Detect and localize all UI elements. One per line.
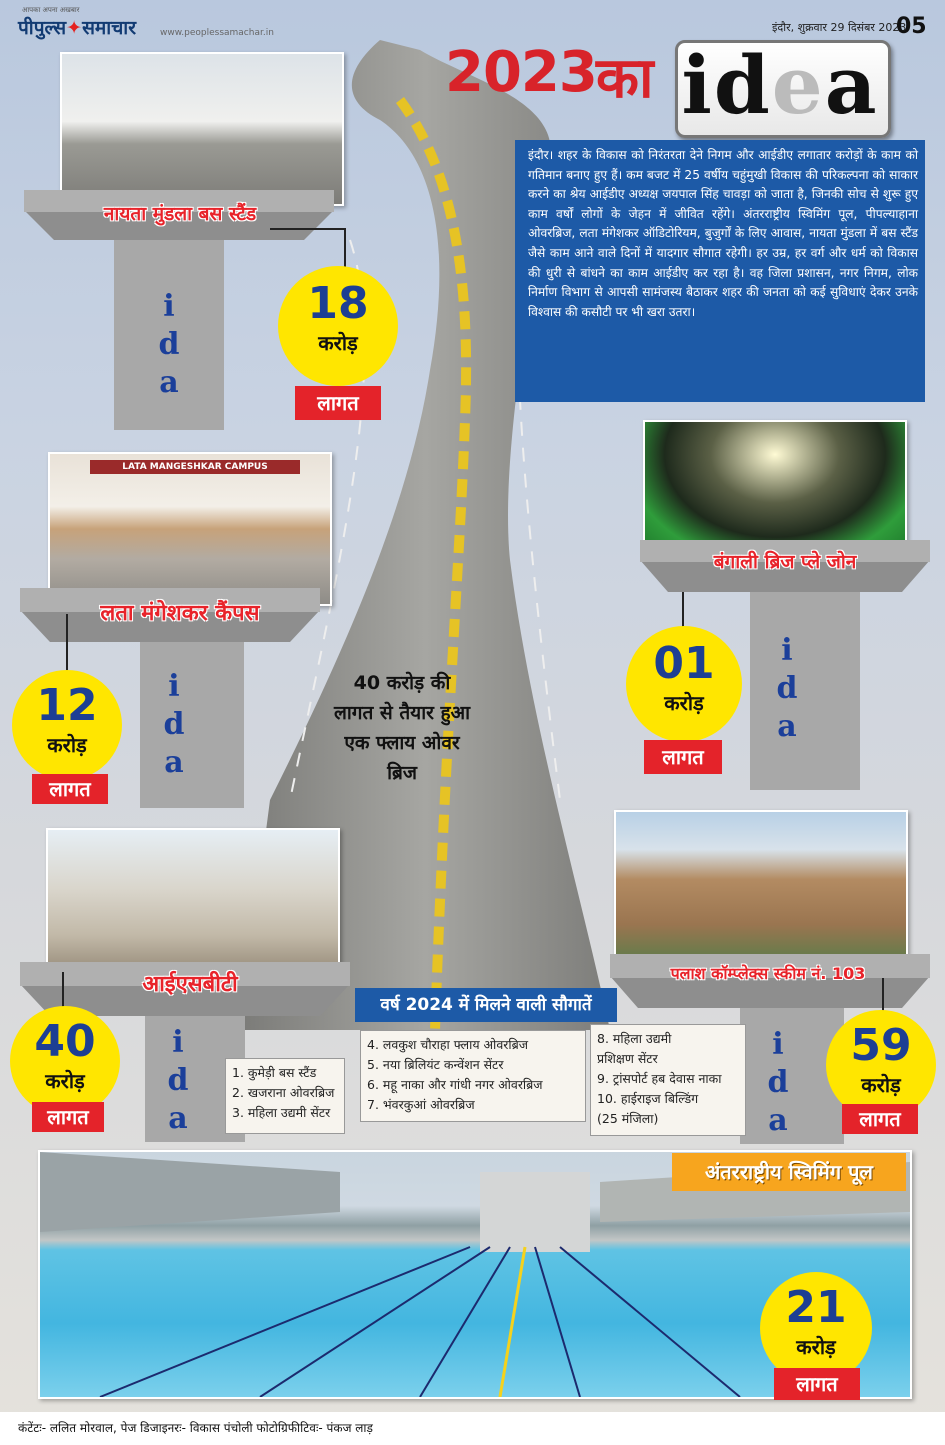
lata-cost-tag: लागत	[32, 774, 108, 804]
lata-campus-photo	[48, 452, 332, 606]
flyover-caption: 40 करोड़ की लागत से तैयार हुआ एक फ्लाय ओवर ब्रिज	[333, 672, 471, 784]
dateline: इंदौर, शुक्रवार 29 दिसंबर 2023	[772, 21, 907, 34]
page-number: 05	[896, 14, 927, 39]
list-item: 7. भंवरकुआं ओवरब्रिज	[367, 1097, 475, 1112]
play-zone-label: बंगाली ब्रिज प्ले जोन	[713, 551, 857, 573]
list-item: 8. महिला उद्यमी	[597, 1031, 672, 1046]
list-item: 3. महिला उद्यमी सेंटर	[232, 1105, 331, 1120]
idea-part-a: a	[824, 38, 879, 132]
bus-stand-cost-badge: 18 करोड़	[278, 266, 398, 386]
list-item: 4. लवकुश चौराहा फ्लाय ओवरब्रिज	[367, 1037, 529, 1052]
list-item: 6. महू नाका और गांधी नगर ओवरब्रिज	[367, 1077, 543, 1092]
idea-part-id: id	[681, 38, 772, 132]
logo-part-2: समाचार	[82, 17, 136, 39]
lata-campus-sign: LATA MANGESHKAR CAMPUS	[90, 460, 300, 474]
headline-year: 2023	[445, 40, 597, 105]
logo-part-1: पीपुल्स	[18, 17, 67, 39]
logo-separator-icon: ✦	[66, 17, 83, 39]
palash-cost-tag: लागत	[842, 1104, 918, 1134]
lata-label: लता मंगेशकर कैंपस	[100, 601, 260, 626]
bus-stand-label: नायता मुंडला बस स्टैंड	[103, 203, 257, 225]
isbt-cost-badge: 40 करोड़	[10, 1006, 120, 1116]
palash-ida: i d a	[767, 1027, 789, 1138]
list-item: (25 मंजिला)	[597, 1111, 659, 1126]
palash-label: पलाश कॉम्प्लेक्स स्कीम नं. 103	[670, 964, 866, 983]
website-link[interactable]: www.peoplessamachar.in	[160, 28, 274, 38]
play-zone-cost-tag: लागत	[644, 740, 722, 774]
isbt-label: आईएसबीटी	[142, 972, 238, 997]
list-item: 9. ट्रांसपोर्ट हब देवास नाका	[597, 1071, 722, 1086]
lata-leader	[66, 614, 68, 672]
pool-label: अंतरराष्ट्रीय स्विमिंग पूल	[672, 1153, 906, 1191]
palash-photo	[614, 810, 908, 964]
list-item: 5. नया ब्रिलियंट कन्वेंशन सेंटर	[367, 1057, 504, 1072]
isbt-ida: i d a	[167, 1025, 189, 1136]
bus-stand-leader	[270, 228, 346, 230]
play-zone-cost-badge: 01 करोड़	[626, 626, 742, 742]
pool-cost-tag: लागत	[774, 1368, 860, 1400]
gifts-2024-col3	[590, 1024, 746, 1136]
list-item: 2. खजराना ओवरब्रिज	[232, 1085, 335, 1100]
tagline: आपका अपना अखबार	[22, 6, 80, 14]
isbt-photo	[46, 828, 340, 982]
headline-ka: का	[596, 46, 654, 111]
play-zone-ida: i d a	[776, 633, 798, 744]
palash-cost-badge: 59 करोड़	[826, 1010, 936, 1120]
idea-part-e: e	[771, 38, 825, 132]
isbt-cost-tag: लागत	[32, 1102, 104, 1132]
intro-text: इंदौर। शहर के विकास को निरंतरता देने निगम और आईडीए लगातार करोड़ों के काम को गतिमान बनाए हुए हैं। कम बजट में 25 वर्षीय चहुंमुखी विकास की परिकल्पना को साकार करने का श्रेय आईडीए अध्यक्ष जयपाल सिंह चावड़ा को जाता है, जिनकी सोच से शुरू हुए काम वर्षों लोगों के जेहन में जीवित रहेंगे। अंतरराष्ट्रीय स्विमिंग पूल, पीपल्याहाना ओवरब्रिज, लता मंगेशकर ऑडिटोरियम, बुजुर्गों के लिए आवास, नायता मुंडला में बस स्टैंड जैसे काम आने वाले दिनों में यादगार सौगात रहेगी। हर उम्र, हर वर्ग और धर्म को विकास की धुरी से बांधने का काम आईडीए कर रहा है। वह जिला प्रशासन, नगर निगम, लोक निर्माण विभाग से आपसी सामंजस्य बैठाकर शहर की जनता को कई सुविधाएं देकर उनके विश्वास की कसौटी पर भी खरा उतरा।	[528, 148, 918, 319]
credits-text: कंटेंटः- ललित मोरवाल, पेज डिजाइनरः- विकास पंचोली फोटोग्रिफीटिवः- पंकज लाड़	[18, 1421, 373, 1435]
bus-stand-photo	[60, 52, 344, 206]
gifts-2024-col1	[225, 1058, 345, 1134]
newspaper-logo[interactable]	[18, 14, 136, 40]
list-item: 1. कुमेड़ी बस स्टैंड	[232, 1065, 317, 1080]
bus-stand-cost-tag: लागत	[295, 386, 381, 420]
lata-cost-badge: 12 करोड़	[12, 670, 122, 780]
list-item: प्रशिक्षण सेंटर	[597, 1051, 658, 1066]
headline-idea	[680, 38, 880, 132]
gifts-2024-heading: वर्ष 2024 में मिलने वाली सौगातें	[355, 988, 617, 1022]
lata-ida: i d a	[163, 669, 185, 780]
gifts-2024-col2	[360, 1030, 586, 1122]
bus-stand-ida: i d a	[158, 289, 180, 400]
play-zone-photo	[643, 420, 907, 554]
pool-cost-badge: 21 करोड़	[760, 1272, 872, 1384]
list-item: 10. हाईराइज बिल्डिंग	[597, 1091, 699, 1106]
